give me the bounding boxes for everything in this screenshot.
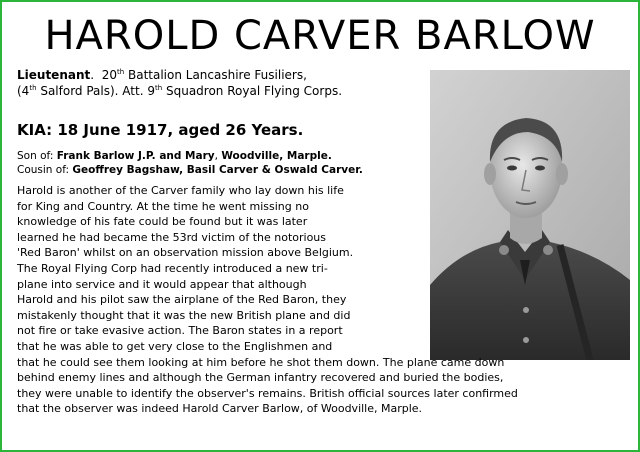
cousin-label: Cousin of: xyxy=(17,164,73,176)
biography-line: that he could see them looking at him before he shot them down. The plane came down xyxy=(17,355,505,369)
rank-title: Lieutenant xyxy=(17,68,91,82)
rank-line1-post: Battalion Lancashire Fusiliers, xyxy=(124,68,307,82)
biography-text xyxy=(17,183,637,417)
biography-line: that the observer was indeed Harold Carver Barlow, of Woodville, Marple. xyxy=(17,402,423,416)
biography-line: Harold is another of the Carver family who lay down his life xyxy=(17,184,344,197)
biography-line: mistakenly thought that it was the new British plane and did xyxy=(17,308,351,322)
son-names: Frank Barlow J.P. and Mary xyxy=(56,150,215,162)
rank-line1-sup: th xyxy=(116,68,125,76)
cousin-names: Geoffrey Bagshaw, Basil Carver & Oswald Carver. xyxy=(72,164,363,176)
page-title: HAROLD CARVER BARLOW xyxy=(44,13,596,59)
son-sep: , xyxy=(214,150,222,162)
rank-line2-sup2: th xyxy=(154,84,163,92)
biography-line: not fire or take evasive action. The Baron states in a report xyxy=(17,324,343,338)
family-block xyxy=(17,149,427,177)
biography-line: learned he had became the 53rd victim of the notorious xyxy=(17,230,327,244)
biography-line: that he was able to get very close to the Englishmen and xyxy=(17,339,333,353)
rank-line1-pre: 20 xyxy=(101,68,117,82)
rank-line2-post: Squadron Royal Flying Corps. xyxy=(162,84,343,98)
rank-block: Lieutenant. 20th Battalion Lancashire Fusiliers, (4th Salford Pals). Att. 9th Squadron Royal Flying Corps. xyxy=(17,68,343,98)
biography-line: behind enemy lines and although the German infantry recovered and buried the bodies, xyxy=(17,371,504,385)
biography-line: knowledge of his fate could be found but it was later xyxy=(17,215,308,229)
biography-line: Harold and his pilot saw the airplane of the Red Baron, they xyxy=(17,293,347,307)
biography-line: The Royal Flying Corp had recently introduced a new tri- xyxy=(17,261,328,275)
biography-line: 'Red Baron' whilst on an observation mission above Belgium. xyxy=(17,246,354,260)
biography-line: for King and Country. At the time he went missing no xyxy=(17,199,309,213)
kia-heading: KIA: 18 June 1917, aged 26 Years. xyxy=(17,121,304,139)
son-place: Woodville, Marple. xyxy=(221,150,332,162)
biography-line: plane into service and it would appear that although xyxy=(17,277,307,291)
biography-line: they were unable to identify the observer's remains. British official sources later confirmed xyxy=(17,386,518,400)
son-label: Son of: xyxy=(17,150,57,162)
rank-line2-pre: (4 xyxy=(17,84,30,98)
rank-line2-sup: th xyxy=(29,84,37,92)
rank-line2-mid: Salford Pals). Att. 9 xyxy=(36,84,155,98)
